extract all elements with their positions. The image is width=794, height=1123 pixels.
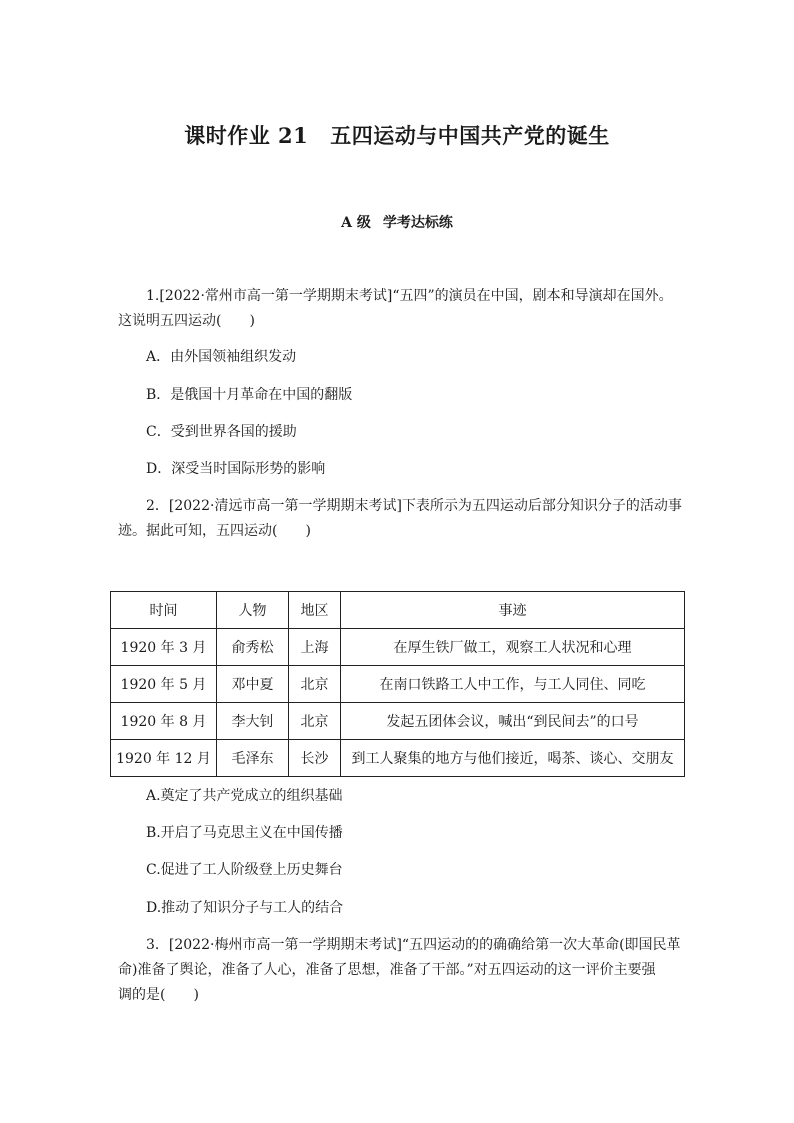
q2-option-d: D.推动了知识分子与工人的结合: [146, 900, 344, 916]
q1-option-c: C．受到世界各国的援助: [146, 424, 297, 440]
title-text: 五四运动与中国共产党的诞生: [330, 123, 610, 148]
header-cell-person: 人物: [217, 592, 289, 629]
table-header-row: [111, 592, 685, 629]
table-cell: 在厚生铁厂做工，观察工人状况和心理: [341, 629, 685, 666]
section-name: 学考达标练: [382, 215, 453, 231]
table-cell: 俞秀松: [217, 629, 289, 666]
header-cell-region: 地区: [289, 592, 341, 629]
table-cell: 长沙: [289, 740, 341, 777]
q3-stem-line2: 命)准备了舆论，准备了人心，准备了思想，准备了干部。”对五四运动的这一评价主要强: [118, 962, 656, 978]
table-cell: 北京: [289, 666, 341, 703]
q2-stem-line1: 2．[2022·清远市高一第一学期期末考试]下表所示为五四运动后部分知识分子的活动事: [146, 498, 682, 514]
activities-table: [110, 591, 684, 777]
q2-option-b: B.开启了马克思主义在中国传播: [146, 825, 343, 841]
title-label: 课时作业 21: [184, 123, 309, 148]
table-cell: 在南口铁路工人中工作，与工人同住、同吃: [341, 666, 685, 703]
table-cell: 1920 年 5 月: [111, 666, 217, 703]
table-cell: 1920 年 3 月: [111, 629, 217, 666]
section-level: A 级: [341, 215, 371, 231]
q1-option-b: B．是俄国十月革命在中国的翻版: [146, 387, 353, 403]
table-row: [111, 703, 685, 740]
header-cell-deeds: 事迹: [341, 592, 685, 629]
q2-option-c: C.促进了工人阶级登上历史舞台: [146, 862, 343, 878]
table-cell: 发起五团体会议，喊出“到民间去”的口号: [341, 703, 685, 740]
q2-option-a: A.奠定了共产党成立的组织基础: [146, 788, 343, 804]
table-cell: 北京: [289, 703, 341, 740]
table-cell: 邓中夏: [217, 666, 289, 703]
table-cell: 毛泽东: [217, 740, 289, 777]
table-cell: 李大钊: [217, 703, 289, 740]
q1-option-a: A．由外国领袖组织发动: [146, 349, 297, 365]
q1-option-d: D．深受当时国际形势的影响: [146, 461, 326, 477]
q2-stem-line2: 迹。据此可知，五四运动( ): [118, 523, 311, 539]
table-cell: 上海: [289, 629, 341, 666]
table-cell: 到工人聚集的地方与他们接近，喝茶、谈心、交朋友: [341, 740, 685, 777]
q1-stem-line2: 这说明五四运动( ): [118, 313, 255, 329]
section-heading: [0, 212, 794, 232]
table-cell: 1920 年 12 月: [111, 740, 217, 777]
table-row: [111, 629, 685, 666]
q3-stem-line3: 调的是( ): [118, 987, 199, 1003]
page-title: [0, 120, 794, 150]
table-row: [111, 740, 685, 777]
q3-stem-line1: 3．[2022·梅州市高一第一学期期末考试]“五四运动的的确确给第一次大革命(即国民革: [146, 937, 681, 953]
q1-stem-line1: 1.[2022·常州市高一第一学期期末考试]“五四”的演员在中国，剧本和导演却在国外。: [146, 288, 673, 304]
table-cell: 1920 年 8 月: [111, 703, 217, 740]
header-cell-time: 时间: [111, 592, 217, 629]
table-row: [111, 666, 685, 703]
